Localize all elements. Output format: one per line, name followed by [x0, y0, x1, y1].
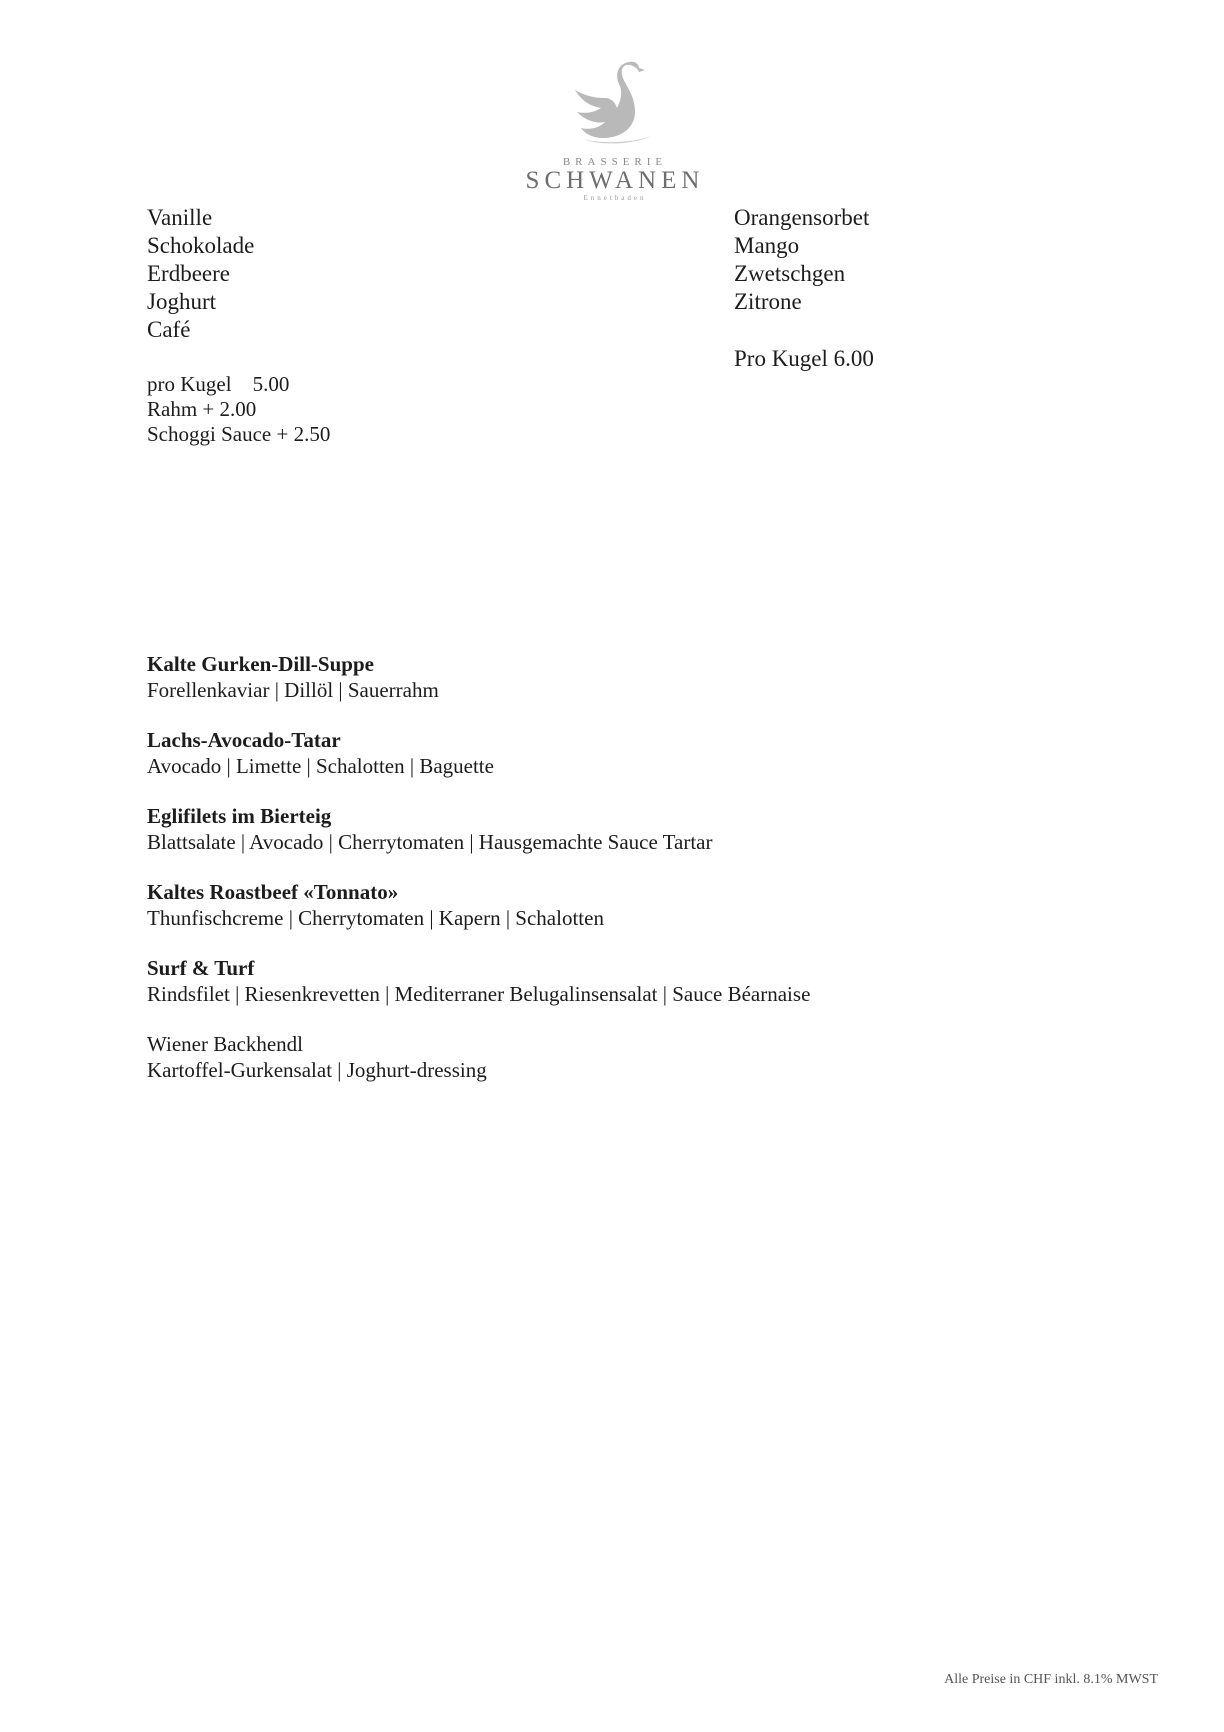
ice-cream-prices-left — [147, 372, 330, 447]
dish-name: Lachs-Avocado-Tatar — [147, 728, 341, 752]
flavor-item: Joghurt — [147, 289, 216, 314]
flavor-item: Café — [147, 317, 191, 342]
flavor-item: Vanille — [147, 205, 213, 230]
price-line: Rahm + 2.00 — [147, 397, 257, 421]
dish-list — [147, 652, 1047, 1108]
dish-name: Surf & Turf — [147, 956, 255, 980]
dish-description: Kartoffel-Gurkensalat | Joghurt-dressing — [147, 1058, 487, 1082]
dish-description: Thunfischcreme | Cherrytomaten | Kapern | Schalotten — [147, 906, 604, 930]
logo-line-schwanen: SCHWANEN — [525, 167, 705, 194]
price-footnote: Alle Preise in CHF inkl. 8.1% MWST — [944, 1672, 1158, 1687]
flavor-item: Schokolade — [147, 233, 255, 258]
dish-description: Rindsfilet | Riesenkrevetten | Mediterraner Belugalinsensalat | Sauce Béarnaise — [147, 982, 811, 1006]
ice-cream-flavors-right — [734, 204, 869, 316]
dish-name: Kaltes Roastbeef «Tonnato» — [147, 880, 399, 904]
flavor-item: Erdbeere — [147, 261, 230, 286]
brand-logo — [520, 56, 710, 216]
ice-cream-price-right: Pro Kugel 6.00 — [734, 346, 874, 371]
dish-item — [147, 804, 1047, 855]
dish-item — [147, 956, 1047, 1007]
dish-item — [147, 880, 1047, 931]
dish-name: Wiener Backhendl — [147, 1032, 304, 1056]
ice-cream-flavors-left — [147, 204, 254, 344]
flavor-item: Zwetschgen — [734, 261, 846, 286]
dish-name: Kalte Gurken-Dill-Suppe — [147, 652, 374, 676]
price-line: Schoggi Sauce + 2.50 — [147, 422, 331, 446]
swan-icon — [555, 56, 675, 152]
flavor-item: Mango — [734, 233, 800, 258]
dish-item — [147, 652, 1047, 703]
dish-description: Blattsalate | Avocado | Cherrytomaten | Hausgemachte Sauce Tartar — [147, 830, 713, 854]
price-line: pro Kugel 5.00 — [147, 372, 290, 396]
dish-item — [147, 728, 1047, 779]
dish-item — [147, 1032, 1047, 1083]
dish-description: Avocado | Limette | Schalotten | Baguette — [147, 754, 494, 778]
dish-name: Eglifilets im Bierteig — [147, 804, 332, 828]
flavor-item: Orangensorbet — [734, 205, 870, 230]
dish-description: Forellenkaviar | Dillöl | Sauerrahm — [147, 678, 439, 702]
flavor-item: Zitrone — [734, 289, 802, 314]
logo-line-brasserie: BRASSERIE — [562, 156, 668, 168]
logo-line-location: Ennetbaden — [583, 194, 647, 202]
